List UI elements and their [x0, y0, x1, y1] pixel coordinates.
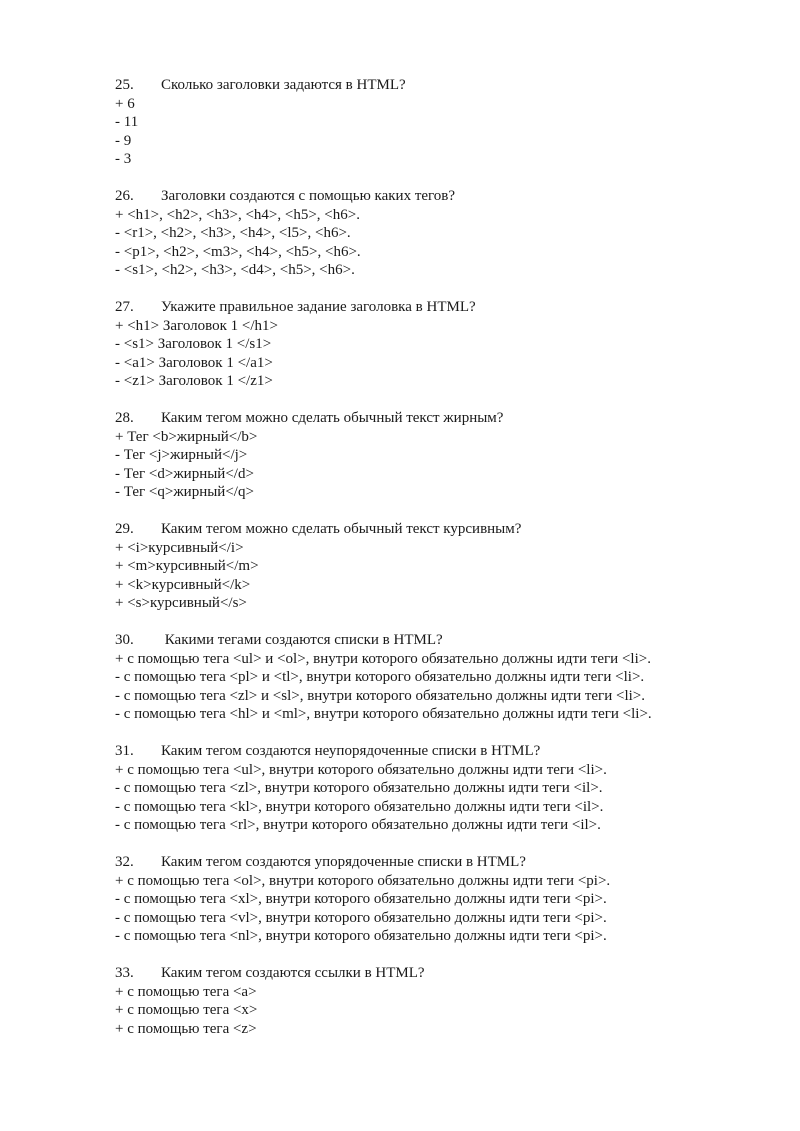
question-27: [115, 298, 755, 391]
answer-option: + <i>курсивный</i>: [115, 539, 244, 556]
question-28: [115, 409, 755, 502]
answer-option: + с помощью тега <ul> и <ol>, внутри которого обязательно должны идти теги <li>.: [115, 650, 651, 667]
answer-option: - с помощью тега <zl>, внутри которого обязательно должны идти теги <il>.: [115, 780, 603, 796]
question-heading: [115, 964, 755, 983]
answer-option: + Тег <b>жирный</b>: [115, 428, 258, 445]
question-heading: [115, 631, 755, 650]
answer-option: - Тег <d>жирный</d>: [115, 465, 254, 482]
question-text: Сколько заголовки задаются в HTML?: [161, 77, 406, 93]
answer-option: - Тег <q>жирный</q>: [115, 484, 254, 500]
question-heading: [115, 76, 755, 95]
answer-option: - <p1>, <h2>, <m3>, <h4>, <h5>, <h6>.: [115, 243, 361, 260]
answer-option: + <s>курсивный</s>: [115, 595, 247, 611]
answer-option: - с помощью тега <xl>, внутри которого обязательно должны идти теги <pi>.: [115, 891, 607, 907]
answer-option: + <h1>, <h2>, <h3>, <h4>, <h5>, <h6>.: [115, 206, 360, 223]
answer-option: - 9: [115, 132, 132, 149]
question-26: [115, 187, 755, 280]
question-heading: [115, 520, 755, 539]
question-heading: [115, 298, 755, 317]
question-heading: [115, 409, 755, 428]
answer-option: - с помощью тега <kl>, внутри которого обязательно должны идти теги <il>.: [115, 798, 604, 815]
answer-option: - <a1> Заголовок 1 </a1>: [115, 354, 273, 371]
answer-option: + с помощью тега <a>: [115, 983, 257, 1000]
question-heading: [115, 742, 755, 761]
answer-option: - 3: [115, 151, 132, 167]
question-text: Каким тегом создаются неупорядоченные списки в HTML?: [161, 743, 541, 759]
question-number: 28.: [115, 410, 134, 426]
question-heading: [115, 853, 755, 872]
answer-option: + <m>курсивный</m>: [115, 558, 259, 574]
answer-option: + с помощью тега <x>: [115, 1002, 258, 1018]
question-text: Каким тегом создаются ссылки в HTML?: [161, 965, 425, 981]
question-number: 31.: [115, 743, 134, 759]
answer-option: - с помощью тега <rl>, внутри которого обязательно должны идти теги <il>.: [115, 817, 601, 833]
question-30: [115, 631, 755, 724]
answer-option: - Тег <j>жирный</j>: [115, 447, 248, 463]
question-25: [115, 76, 755, 169]
question-number: 29.: [115, 521, 134, 537]
question-text: Каким тегом можно сделать обычный текст жирным?: [161, 410, 504, 426]
question-text: Каким тегом создаются упорядоченные списки в HTML?: [161, 854, 526, 870]
answer-option: - с помощью тега <zl> и <sl>, внутри которого обязательно должны идти теги <li>.: [115, 687, 645, 704]
document-page: [115, 76, 755, 1057]
question-text: Заголовки создаются с помощью каких тегов?: [161, 188, 456, 204]
question-number: 30.: [115, 632, 134, 648]
answer-option: - 11: [115, 114, 139, 130]
question-heading: [115, 187, 755, 206]
question-text: Укажите правильное задание заголовка в HTML?: [161, 299, 476, 315]
answer-option: - <r1>, <h2>, <h3>, <h4>, <l5>, <h6>.: [115, 225, 351, 241]
question-text: Какими тегами создаются списки в HTML?: [161, 632, 443, 648]
answer-option: - <s1> Заголовок 1 </s1>: [115, 336, 272, 352]
answer-option: + с помощью тега <z>: [115, 1020, 257, 1037]
question-text: Каким тегом можно сделать обычный текст курсивным?: [161, 521, 522, 537]
answer-option: + с помощью тега <ul>, внутри которого обязательно должны идти теги <li>.: [115, 761, 607, 778]
answer-option: + <k>курсивный</k>: [115, 576, 251, 593]
answer-option: - с помощью тега <hl> и <ml>, внутри которого обязательно должны идти теги <li>.: [115, 706, 652, 722]
answer-option: - <z1> Заголовок 1 </z1>: [115, 373, 273, 389]
question-number: 32.: [115, 854, 134, 870]
answer-option: - с помощью тега <vl>, внутри которого обязательно должны идти теги <pi>.: [115, 909, 607, 926]
answer-option: - с помощью тега <nl>, внутри которого обязательно должны идти теги <pi>.: [115, 928, 607, 944]
answer-option: - <s1>, <h2>, <h3>, <d4>, <h5>, <h6>.: [115, 262, 355, 278]
question-29: [115, 520, 755, 613]
answer-option: + <h1> Заголовок 1 </h1>: [115, 317, 278, 334]
question-number: 27.: [115, 299, 134, 315]
question-31: [115, 742, 755, 835]
question-32: [115, 853, 755, 946]
question-number: 26.: [115, 188, 134, 204]
question-number: 25.: [115, 77, 134, 93]
question-number: 33.: [115, 965, 134, 981]
question-33: [115, 964, 755, 1038]
answer-option: + 6: [115, 95, 135, 112]
answer-option: - с помощью тега <pl> и <tl>, внутри которого обязательно должны идти теги <li>.: [115, 669, 645, 685]
answer-option: + с помощью тега <ol>, внутри которого обязательно должны идти теги <pi>.: [115, 872, 611, 889]
